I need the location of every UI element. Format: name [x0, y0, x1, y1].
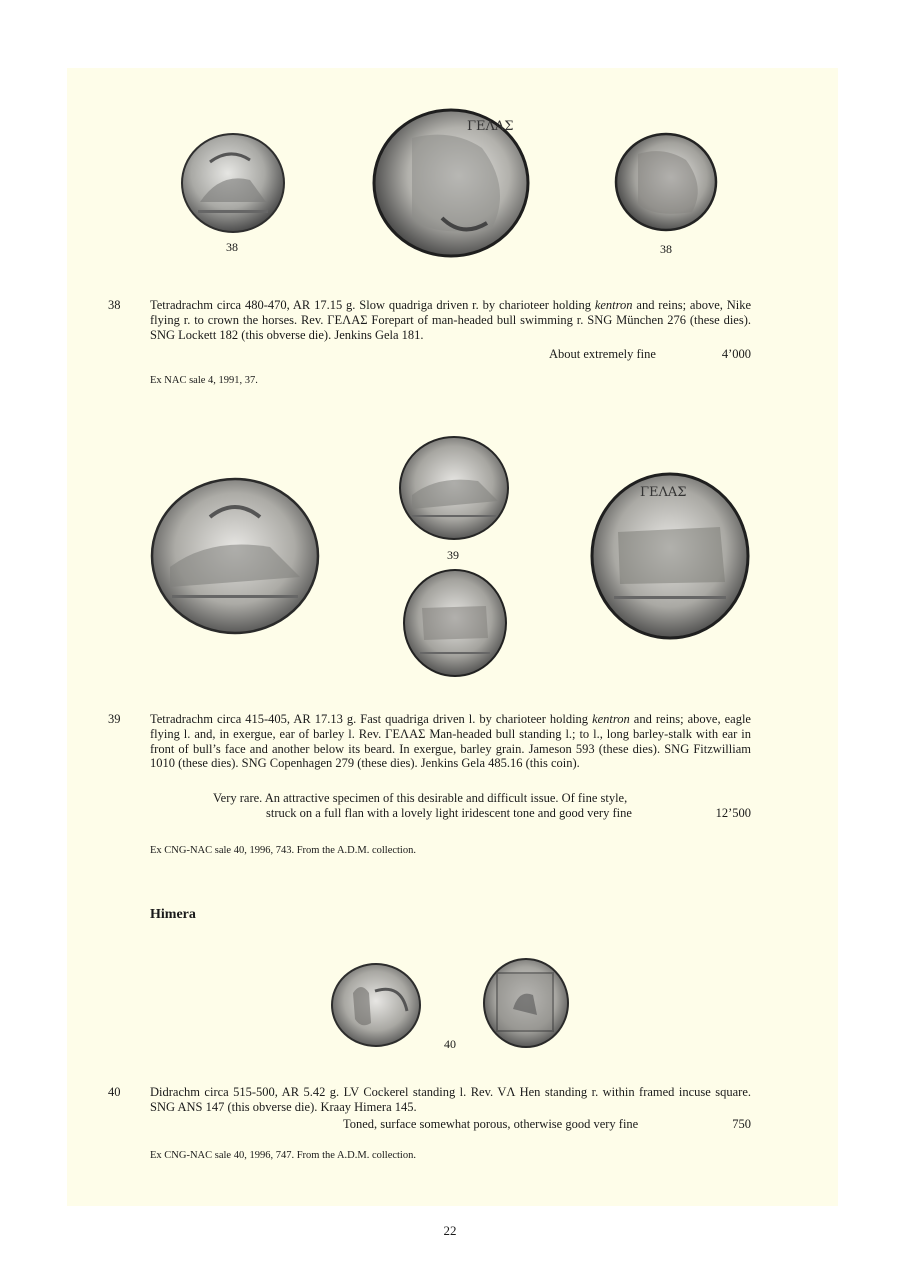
- coin-label-40: 40: [444, 1037, 456, 1051]
- coin-39-reverse-small: [402, 568, 508, 678]
- coin-38-obverse: [180, 132, 286, 234]
- section-heading-himera: Himera: [150, 907, 196, 922]
- coin-38-reverse: [614, 132, 718, 232]
- lot-provenance-38: Ex NAC sale 4, 1991, 37.: [150, 375, 258, 386]
- coin-40-reverse: [483, 957, 569, 1049]
- lot-number-39: 39: [108, 712, 121, 726]
- coin-40-obverse: [331, 963, 421, 1047]
- lot-number-40: 40: [108, 1085, 121, 1099]
- coin-legend-38: ΓΕΛΑΣ: [467, 119, 514, 134]
- lot-price-38: 4’000: [721, 347, 751, 361]
- lot-description-40: Didrachm circa 515-500, AR 5.42 g. LV Cockerel standing l. Rev. VΛ Hen standing r. within framed incuse square. SNG ANS 147 (this obverse die). Kraay Himera 145.: [150, 1085, 751, 1114]
- coin-39-obverse-small: [398, 435, 510, 541]
- lot-description-39: Tetradrachm circa 415-405, AR 17.13 g. Fast quadriga driven l. by charioteer holding kentron and reins; above, eagle flying l. and, in exergue, ear of barley l. Rev. ΓΕΛΑΣ Man-headed bull standing l.; to l., long barley-stalk with ear in front of bull’s face and another below its beard. In exergue, barley grain. Jameson 593 (these dies). SNG Fitzwilliam 1010 (these dies). SNG Copenhagen 279 (these dies). Jenkins Gela 485.16 (this coin).: [150, 712, 751, 771]
- lot-grade-40: Toned, surface somewhat porous, otherwise good very fine: [343, 1117, 639, 1131]
- page-number: 22: [443, 1223, 457, 1238]
- lot-provenance-40: Ex CNG-NAC sale 40, 1996, 747. From the A.D.M. collection.: [150, 1150, 416, 1161]
- lot-provenance-39: Ex CNG-NAC sale 40, 1996, 743. From the A.D.M. collection.: [150, 845, 416, 856]
- lot-price-39: 12’500: [715, 806, 751, 820]
- lot-description-38: Tetradrachm circa 480-470, AR 17.15 g. Slow quadriga driven r. by charioteer holding kentron and reins; above, Nike flying r. to crown the horses. Rev. ΓΕΛΑΣ Forepart of man-headed bull swimming r. SNG München 276 (these dies). SNG Lockett 182 (this obverse die). Jenkins Gela 181.: [150, 298, 752, 342]
- lot-number-38: 38: [108, 298, 121, 312]
- coin-legend-39: ΓΕΛΑΣ: [640, 485, 687, 500]
- coin-39-reverse-large: [590, 472, 750, 640]
- coin-label-39: 39: [447, 548, 459, 562]
- coin-39-obverse-large: [150, 477, 320, 635]
- lot-grade-38: About extremely fine: [549, 347, 656, 361]
- coin-38-reverse-large: [372, 108, 530, 258]
- lot-grade-39-line2: struck on a full flan with a lovely light iridescent tone and good very fine: [266, 806, 632, 820]
- coin-label-38-right: 38: [660, 242, 672, 256]
- coin-label-38-left: 38: [226, 240, 238, 254]
- lot-grade-39-line1: Very rare. An attractive specimen of this desirable and difficult issue. Of fine style,: [213, 791, 628, 805]
- lot-price-40: 750: [732, 1117, 751, 1131]
